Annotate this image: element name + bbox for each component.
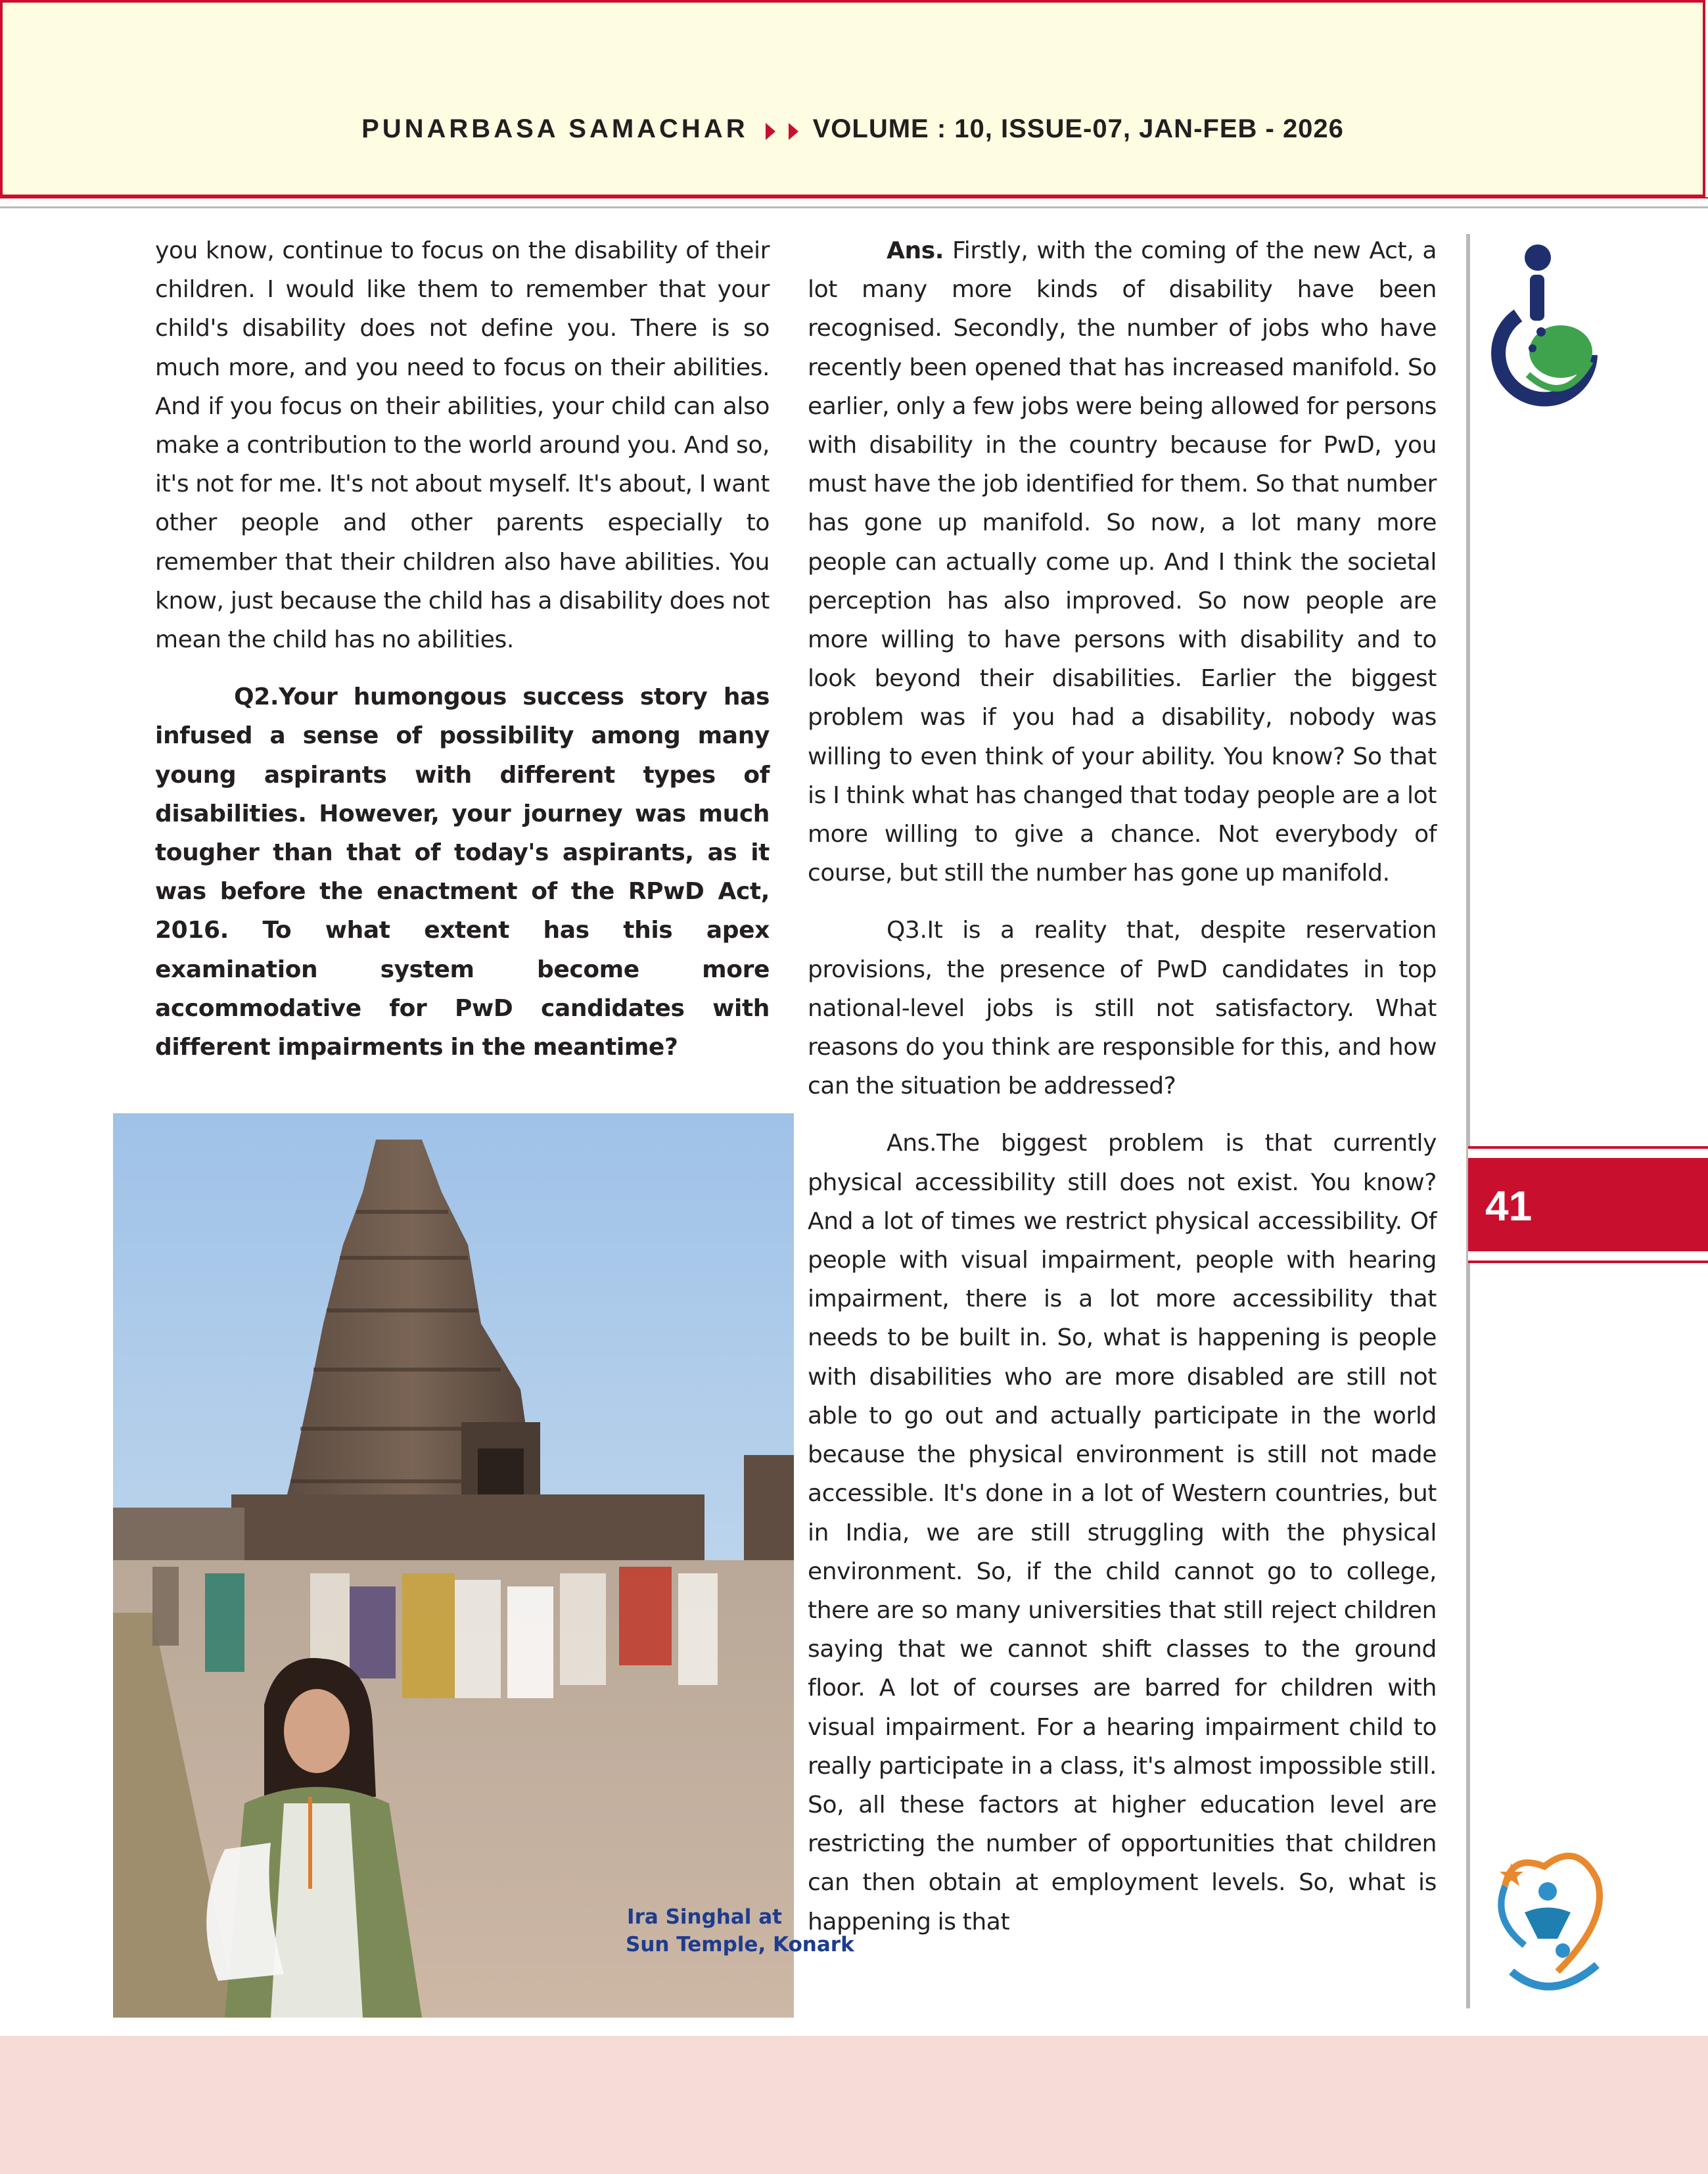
answer-2 <box>808 231 1437 892</box>
caption-line-2: Sun Temple, Konark <box>626 1933 854 1956</box>
right-column <box>808 231 1437 1941</box>
publication-name: PUNARBASA SAMACHAR <box>361 114 749 143</box>
accessibility-logo-icon <box>1492 243 1604 430</box>
page-number: 41 <box>1485 1182 1533 1230</box>
question-2: Q2.Your humongous success story has infused a sense of possibility among many young aspirants with different types of disabilities. However, your journey was much tougher than that of today's aspirants, as it was before the enactment of the RPwD Act, 2016. To what extent has this apex examination system become more accommodative for PwD candidates with different impairments in the meantime? <box>155 683 770 1061</box>
answer1-continued: you know, continue to focus on the disability of their children. I would like them to remember that your child's disability does not define you. There is so much more, and you need to focus on their abilities. And if you focus on their abilities, your child can also make a contribution to the world around you. And so, it's not for me. It's not about myself. It's about, I want other people and other parents especially to remember that their children also have abilities. You know, just because the child has a disability does not mean the child has no abilities. <box>155 237 770 654</box>
margin-divider <box>1466 234 1470 2008</box>
header-divider <box>0 206 1708 208</box>
header-divider-red <box>0 197 1708 198</box>
page-number-tab <box>1468 1146 1708 1263</box>
answer-3: Ans.The biggest problem is that currently physical accessibility still does not exist. You know? And a lot of times we restrict physical accessibility. Of people with visual impairment, people with hearing impairment, there is a lot more accessibility that needs to be built in. So, what is happening is people with disabilities who are more disabled are still not able to go out and actually participate in the world because the physical environment is still not made accessible. It's done in a lot of Western countries, but in India, we are still struggling with the physical environment. So, if the child cannot go to college, there are so many universities that still reject children saying that we cannot shift classes to the ground floor. A lot of courses are barred for children with visual impairment. For a hearing impairment child to really participate in a class, it's almost impossible still. So, all these factors at higher education level are restricting the number of opportunities that children can then obtain at employment levels. So, what is happening is that <box>808 1130 1437 1935</box>
header-title <box>3 114 1703 145</box>
caption-line-1: Ira Singhal at <box>627 1905 782 1929</box>
inclusion-heart-logo-icon <box>1485 1840 1617 2001</box>
answer-2-label: Ans. <box>887 237 944 264</box>
page-header <box>0 0 1705 197</box>
photo-sun-temple <box>113 1113 854 2018</box>
left-column <box>155 231 770 1067</box>
issue-info: VOLUME : 10, ISSUE-07, JAN-FEB - 2026 <box>812 114 1344 143</box>
footer-band <box>0 2036 1708 2174</box>
double-arrow-icon <box>766 116 798 145</box>
answer-2-text: Firstly, with the coming of the new Act, a lot many more kinds of disability have been recognised. Secondly, the number of jobs who have recently been opened that has increased manifold. So earlier, only a few jobs were being allowed for persons with disability in the country because for PwD, you must have the job identified for them. So that number has gone up manifold. So now, a lot many more people can actually come up. And I think the societal perception has also improved. So now people are more willing to have persons with disability and to look beyond their disabilities. Earlier the biggest problem was if you had a disability, nobody was willing to even think of your ability. You know? So that is I think what has changed that today people are a lot more willing to give a chance. Not everybody of course, but still the number has gone up manifold. <box>808 237 1437 887</box>
question-3: Q3.It is a reality that, despite reservation provisions, the presence of PwD candidates in top national-level jobs is still not satisfactory. What reasons do you think are responsible for this, and how can the situation be addressed? <box>808 917 1437 1100</box>
photo-caption <box>626 1903 854 1958</box>
temple-photo-image <box>113 1113 854 2018</box>
